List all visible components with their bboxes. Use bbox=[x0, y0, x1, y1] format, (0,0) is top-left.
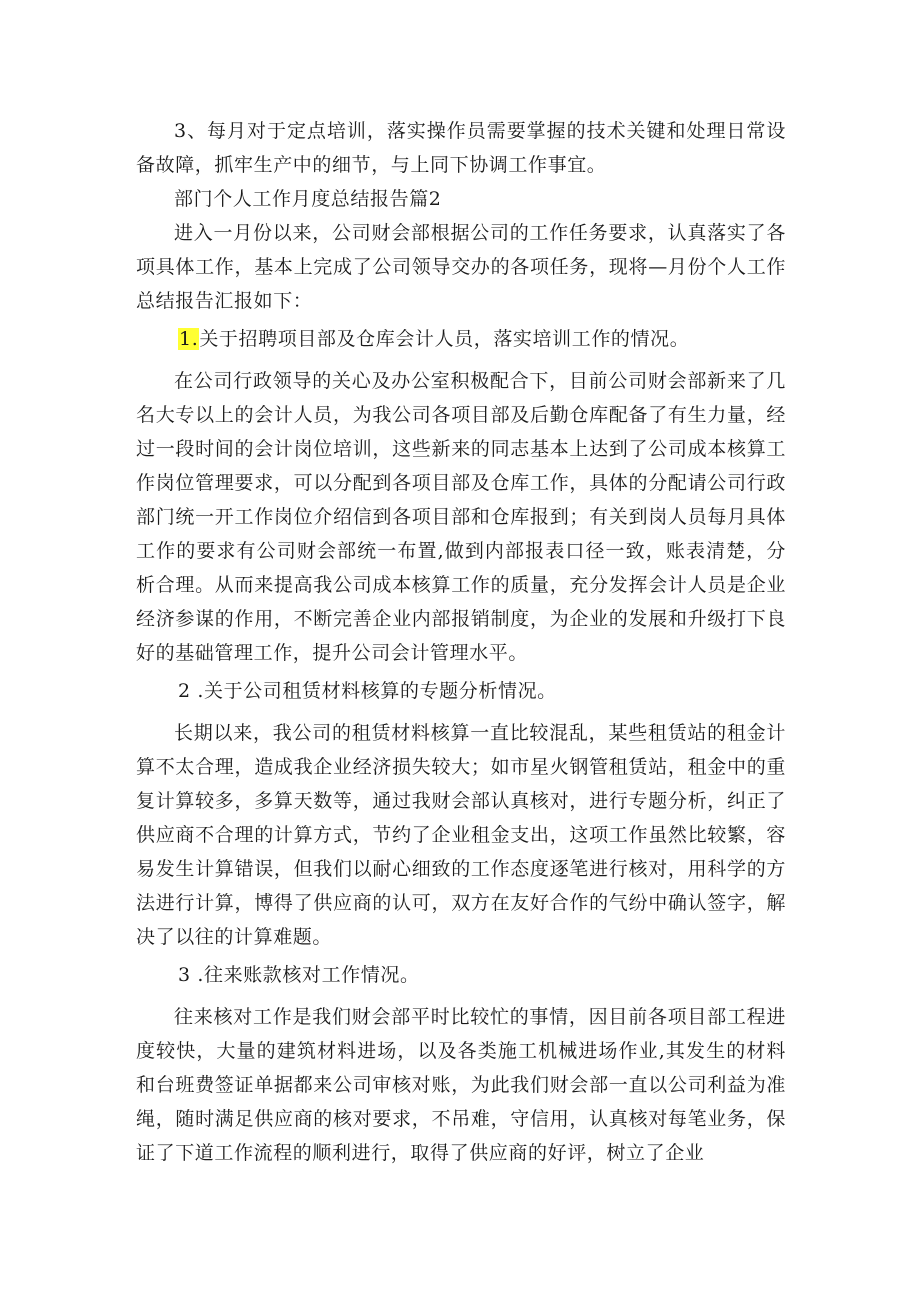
paragraph-recruitment: 在公司行政领导的关心及办公室积极配合下，目前公司财会部新来了几名大专以上的会计人员，为我公司各项目部及后勤仓库配备了有生力量，经过一段时间的会计岗位培训，这些新来的同志基本上达到了公司成本核算工作岗位管理要求，可以分配到各项目部及仓库工作，具体的分配请公司行政部门统一开工作岗位介绍信到各项目部和仓库报到；有关到岗人员每月具体工作的要求有公司财会部统一布置,做到内部报表口径一致，账表清楚，分析合理。从而来提高我公司成本核算工作的质量，充分发挥会计人员是企业经济参谋的作用，不断完善企业内部报销制度，为企业的发展和升级打下良好的基础管理工作，提升公司会计管理水平。 bbox=[136, 370, 786, 664]
highlighted-number: 1. bbox=[179, 328, 199, 350]
paragraph-leasing: 长期以来，我公司的租赁材料核算一直比较混乱，某些租赁站的租金计算不太合理，造成我企业经济损失较大；如市星火钢管租赁站，租金中的重复计算较多，多算天数等，通过我财会部认真核对，进行专题分析，纠正了供应商不合理的计算方式，节约了企业租金支出，这项工作虽然比较繁，容易发生计算错误，但我们以耐心细致的工作态度逐笔进行核对，用科学的方法进行计算，博得了供应商的认可，双方在友好合作的气纷中确认签字，解决了以往的计算难题。 bbox=[136, 722, 786, 948]
list-item-3: 3 .往来账款核对工作情况。 bbox=[178, 964, 420, 986]
list-item-2: 2 .关于公司租赁材料核算的专题分析情况。 bbox=[178, 680, 557, 702]
list-item-1 bbox=[178, 322, 788, 356]
paragraph-intro: 进入一月份以来，公司财会部根据公司的工作任务要求，认真落实了各项具体工作，基本上完成了公司领导交办的各项任务，现将—月份个人工作总结报告汇报如下： bbox=[136, 222, 786, 312]
paragraph-accounts: 往来核对工作是我们财会部平时比较忙的事情，因目前各项目部工程进度较快，大量的建筑材料进场，以及各类施工机械进场作业,其发生的材料和台班费签证单据都来公司审核对账，为此我们财会部一直以公司利益为准绳，随时满足供应商的核对要求，不吊难，守信用，认真核对每笔业务，保证了下道工作流程的顺利进行，取得了供应商的好评，树立了企业 bbox=[136, 1006, 786, 1164]
section-heading: 部门个人工作月度总结报告篇2 bbox=[174, 188, 442, 210]
paragraph-point-3: 3、每月对于定点培训，落实操作员需要掌握的技术关键和处理日常设备故障，抓牢生产中的细节，与上同下协调工作事宜。 bbox=[136, 120, 786, 176]
list-item-1-text: 关于招聘项目部及仓库会计人员，落实培训工作的情况。 bbox=[199, 328, 690, 350]
